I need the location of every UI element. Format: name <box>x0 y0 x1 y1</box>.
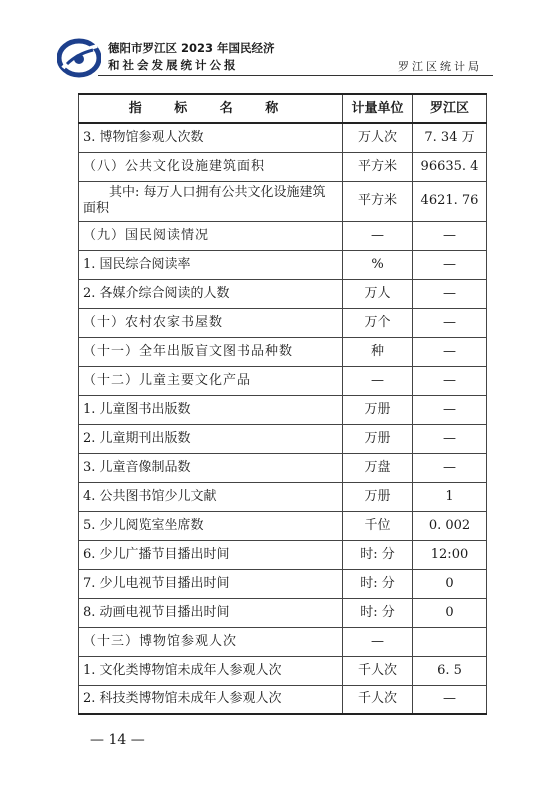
indicator-value: 7. 34 万 <box>413 123 487 152</box>
table-row <box>79 395 487 424</box>
indicator-value: 96635. 4 <box>413 152 487 181</box>
indicator-unit: 种 <box>343 337 413 366</box>
table-row <box>79 569 487 598</box>
indicator-unit: 万人 <box>343 279 413 308</box>
indicator-name: 7. 少儿电视节目播出时间 <box>79 569 343 598</box>
column-header-luojiang: 罗江区 <box>413 94 487 123</box>
indicator-value <box>413 627 487 656</box>
issuer-label: 罗江区统计局 <box>398 60 482 73</box>
indicator-value: 12:00 <box>413 540 487 569</box>
indicator-value: — <box>413 250 487 279</box>
indicator-value: 0 <box>413 569 487 598</box>
table-row <box>79 685 487 714</box>
indicator-value: — <box>413 395 487 424</box>
indicator-unit: 时: 分 <box>343 540 413 569</box>
indicator-value: — <box>413 221 487 250</box>
table-row <box>79 181 487 221</box>
table-row <box>79 598 487 627</box>
indicator-name: 3. 博物馆参观人次数 <box>79 123 343 152</box>
indicator-name: 1. 儿童图书出版数 <box>79 395 343 424</box>
indicator-value: 4621. 76 <box>413 181 487 221</box>
table-row <box>79 279 487 308</box>
indicator-name: （八）公共文化设施建筑面积 <box>79 152 343 181</box>
statistics-table <box>78 93 487 715</box>
table-row <box>79 250 487 279</box>
report-title-line1: 德阳市罗江区 2023 年国民经济 <box>108 41 275 55</box>
table-row <box>79 656 487 685</box>
indicator-unit: 平方米 <box>343 152 413 181</box>
table-row <box>79 152 487 181</box>
indicator-value: — <box>413 424 487 453</box>
table-row <box>79 308 487 337</box>
indicator-name: 5. 少儿阅览室坐席数 <box>79 511 343 540</box>
indicator-unit: — <box>343 221 413 250</box>
table-row <box>79 511 487 540</box>
indicator-value: — <box>413 685 487 714</box>
column-header-unit: 计量单位 <box>343 94 413 123</box>
table-row <box>79 453 487 482</box>
indicator-name: 4. 公共图书馆少儿文献 <box>79 482 343 511</box>
indicator-unit: — <box>343 627 413 656</box>
indicator-value: — <box>413 279 487 308</box>
indicator-unit: 时: 分 <box>343 569 413 598</box>
indicator-value: 0 <box>413 598 487 627</box>
indicator-unit: 千人次 <box>343 656 413 685</box>
table-row <box>79 482 487 511</box>
indicator-name: 8. 动画电视节目播出时间 <box>79 598 343 627</box>
indicator-unit: 千位 <box>343 511 413 540</box>
indicator-unit: — <box>343 366 413 395</box>
indicator-unit: 万个 <box>343 308 413 337</box>
indicator-unit: 万人次 <box>343 123 413 152</box>
table-row <box>79 540 487 569</box>
indicator-unit: 万盘 <box>343 453 413 482</box>
indicator-value: 6. 5 <box>413 656 487 685</box>
indicator-name: 2. 各媒介综合阅读的人数 <box>79 279 343 308</box>
indicator-name: （十三）博物馆参观人次 <box>79 627 343 656</box>
indicator-value: — <box>413 337 487 366</box>
indicator-name: 3. 儿童音像制品数 <box>79 453 343 482</box>
indicator-name: 1. 国民综合阅读率 <box>79 250 343 279</box>
indicator-value: 0. 002 <box>413 511 487 540</box>
table-row <box>79 627 487 656</box>
header-divider <box>98 75 493 76</box>
statistics-bureau-logo-icon <box>57 38 101 78</box>
indicator-name: （十一）全年出版盲文图书品种数 <box>79 337 343 366</box>
indicator-name: （十）农村农家书屋数 <box>79 308 343 337</box>
page-header <box>0 0 560 80</box>
table-row <box>79 221 487 250</box>
indicator-unit: 万册 <box>343 395 413 424</box>
indicator-name: 2. 儿童期刊出版数 <box>79 424 343 453</box>
indicator-name: 其中: 每万人口拥有公共文化设施建筑面积 <box>79 181 343 221</box>
indicator-name: （十二）儿童主要文化产品 <box>79 366 343 395</box>
indicator-value: — <box>413 366 487 395</box>
table-header-row <box>79 94 487 123</box>
indicator-name: 2. 科技类博物馆未成年人参观人次 <box>79 685 343 714</box>
column-header-indicator: 指 标 名 称 <box>79 94 343 123</box>
table-row <box>79 123 487 152</box>
indicator-value: 1 <box>413 482 487 511</box>
indicator-name: （九）国民阅读情况 <box>79 221 343 250</box>
page-number: — 14 — <box>90 732 145 748</box>
indicator-unit: % <box>343 250 413 279</box>
table-row <box>79 337 487 366</box>
indicator-unit: 时: 分 <box>343 598 413 627</box>
indicator-unit: 万册 <box>343 424 413 453</box>
report-title-line2: 和社会发展统计公报 <box>108 58 239 72</box>
indicator-unit: 千人次 <box>343 685 413 714</box>
indicator-name: 1. 文化类博物馆未成年人参观人次 <box>79 656 343 685</box>
indicator-unit: 万册 <box>343 482 413 511</box>
indicator-value: — <box>413 453 487 482</box>
indicator-unit: 平方米 <box>343 181 413 221</box>
indicator-name: 6. 少儿广播节目播出时间 <box>79 540 343 569</box>
indicator-value: — <box>413 308 487 337</box>
table-row <box>79 366 487 395</box>
table-row <box>79 424 487 453</box>
